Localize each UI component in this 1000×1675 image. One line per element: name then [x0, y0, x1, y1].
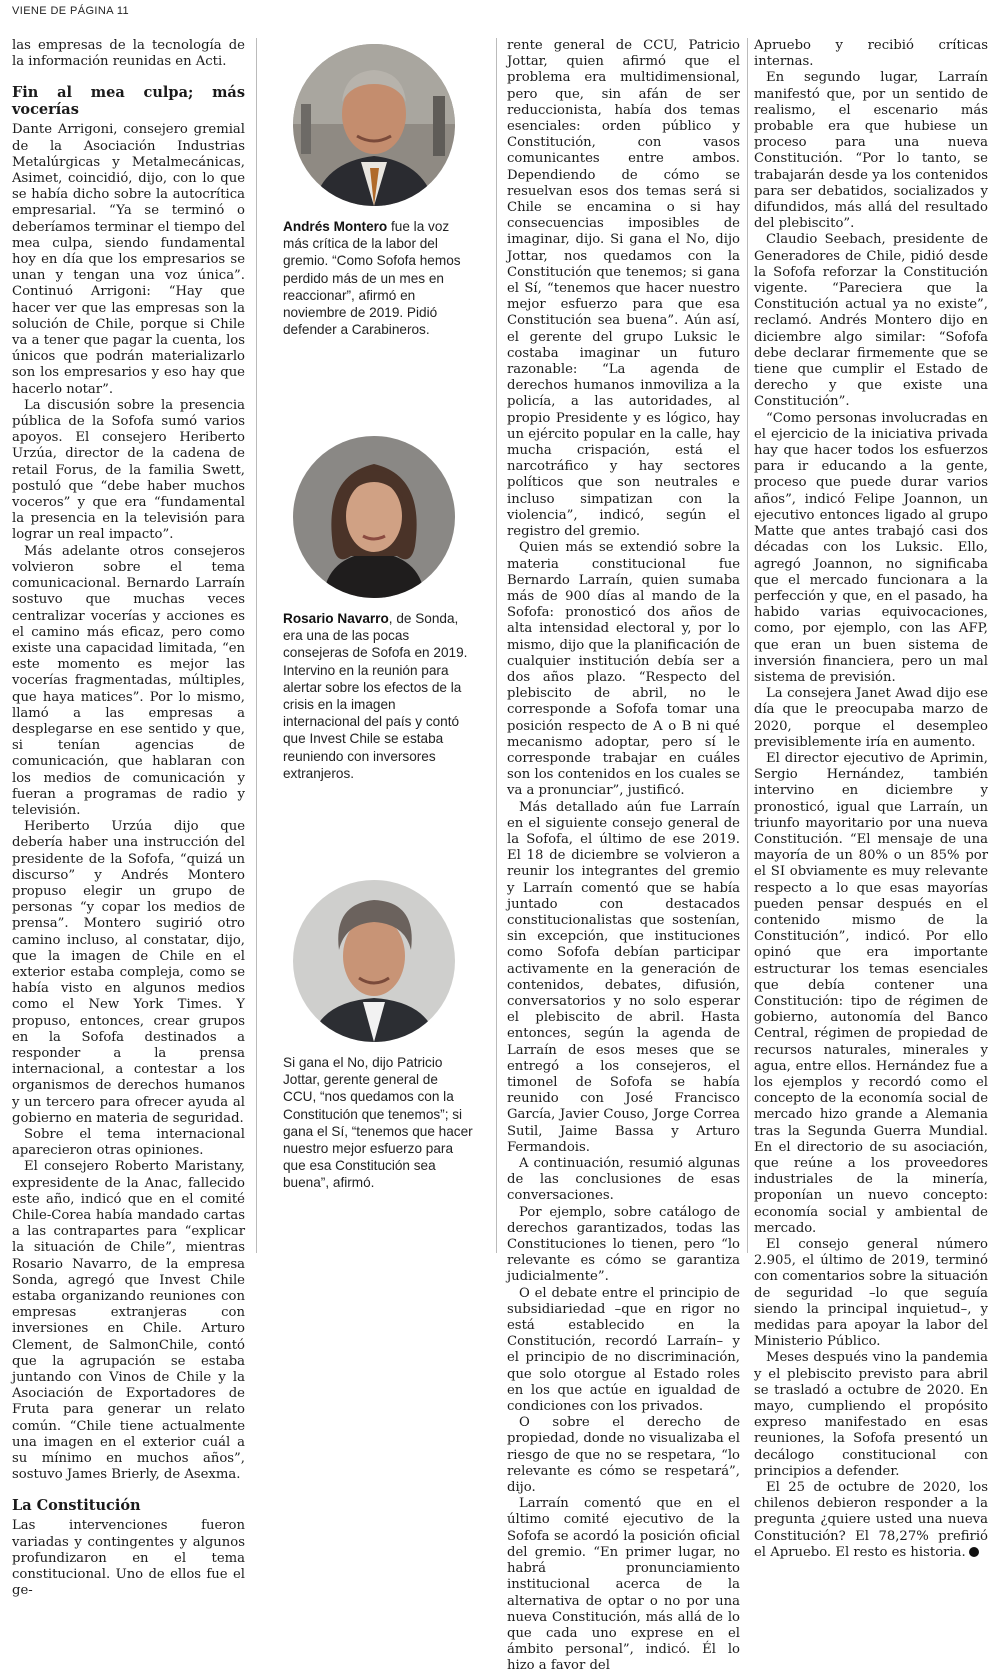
- photo-caption-3: [283, 880, 473, 1192]
- paragraph: Larraín comentó que en el último comité ejecutivo de la Sofofa se acordó la posición oficial del gremio. “En primer lugar, no habrá pronunciamiento institucional acerca de la alternativa de optar o no por una nueva Constitución, más allá de lo que cada uno exprese en el ámbito personal”, indicó. Él lo hizo a favor del: [507, 1496, 740, 1674]
- paragraph: rente general de CCU, Patricio Jottar, quien afirmó que el problema era multidimensional, pero que, sin afán de ser reduccionista, había dos temas esenciales: orden público y Constitución, con vasos comunicantes entre ambos. Dependiendo de cómo se resuelvan esos dos temas será si Chile se encamina o si hay consecuencias imposibles de imaginar, dijo. Si gana el No, dijo Jottar, nos quedamos con la Constitución que tenemos; si gana el Sí, “tenemos que hacer nuestro mejor esfuerzo para que esa Constitución sea buena”. Aún así, el gerente del grupo Luksic le costaba imaginar un futuro razonable: “La agenda de derechos humanos inmoviliza a la policía, a las autoridades, al propio Presidente y es lógico, hay un ejército popular en la calle, hay mucha crispación, está el narcotráfico y hay sectores políticos que son neutrales e incluso simpatizan con la violencia”, indicó, según el registro del gremio.: [507, 38, 740, 540]
- paragraph: Heriberto Urzúa dijo que debería haber una instrucción del presidente de la Sofofa, “quizá un discurso” y Andrés Montero propuso elegir un grupo de personas “y copar los medios de prensa”. Montero sugirió otro camino incluso, al constatar, dijo, que la imagen de Chile en el exterior estaba compleja, como se había visto en algunos medios como el New York Times. Y propuso, entonces, crear grupos en la Sofofa destinados a responder a la prensa internacional, a contestar a los organismos de derechos humanos y un tercero para ofrecer ayuda al gobierno en materia de seguridad.: [12, 819, 245, 1126]
- paragraph: El consejero Roberto Maristany, expresidente de la Anac, fallecido este año, indicó que en el comité Chile-Corea había mandado cartas a las contrapartes para “explicar la situación de Chile”, mientras Rosario Navarro, de la empresa Sonda, agregó que Invest Chile estaba organizando reuniones con empresas extranjeras con inversiones en Chile. Arturo Clement, de SalmonChile, contó que la agrupación se estaba juntando con Vinos de Chile y la Asociación de Exportadores de Fruta para generar un relato común. “Chile tiene actualmente una imagen en el exterior cuál a su mínimo en muchos años”, sostuvo James Brierly, de Asexma.: [12, 1159, 245, 1483]
- paragraph: En segundo lugar, Larraín manifestó que, por un sentido de realismo, el escenario más probable era que hubiese un proceso para una nueva Constitución. “Por lo tanto, se trabajarán desde ya los contenidos para ser debatidos, socializados y difundidos, más allá del resultado del plebiscito”.: [754, 70, 988, 232]
- photo-caption: [283, 610, 473, 782]
- caption-name: Andrés Montero: [283, 219, 388, 234]
- column-divider: [496, 38, 497, 1253]
- paragraph: las empresas de la tecnología de la información reunidas en Acti.: [12, 38, 245, 70]
- paragraph: Apruebo y recibió críticas internas.: [754, 38, 988, 70]
- paragraph: Meses después vino la pandemia y el plebiscito previsto para abril se trasladó a octubre de 2020. En mayo, cumpliendo el propósito expreso manifestado en esas reuniones, la Sofofa presentó un decálogo constitucional con principios a defender.: [754, 1350, 988, 1479]
- article-column-3: [507, 38, 740, 1675]
- paragraph: O sobre el derecho de propiedad, donde no visualizaba el riesgo de que no se respetara, “lo relevante es cómo se respetará”, dijo.: [507, 1415, 740, 1496]
- caption-text: , de Sonda, era una de las pocas consejeras de Sofofa en 2019. Intervino en la reunión para alertar sobre los efectos de la crisis en la imagen internacional del país y contó que Invest Chile se estaba reuniendo con inversores extranjeros.: [283, 611, 468, 781]
- paragraph: A continuación, resumió algunas de las conclusiones de esas conversaciones.: [507, 1156, 740, 1204]
- caption-text: fue la voz más crítica de la labor del gremio. “Como Sofofa hemos perdido más de un mes en reaccionar”, afirmó en noviembre de 2019. Pidió defender a Carabineros.: [283, 219, 461, 338]
- paragraph: [754, 1480, 988, 1561]
- paragraph: Las intervenciones fueron variadas y contingentes y algunos profundizaron en el tema constitucional. Uno de ellos fue el ge-: [12, 1518, 245, 1599]
- paragraph-text: El 25 de octubre de 2020, los chilenos debieron responder a la pregunta ¿quiere usted una nueva Constitución? El 78,27% prefirió el Apruebo. El resto es historia.: [754, 1480, 988, 1560]
- article-column-4: [754, 38, 988, 1561]
- photo-caption-2: [283, 436, 473, 782]
- paragraph: O el debate entre el principio de subsidiariedad –que en rigor no está establecido en la Constitución, recordó Larraín– y el principio de no discriminación, que solo otorgue al Estado roles en los que actúe en igualdad de condiciones con los privados.: [507, 1285, 740, 1415]
- paragraph: “Como personas involucradas en el ejercicio de la iniciativa privada hay que hacer todos los esfuerzos para ir educando a la gente, proceso que puede durar varios años”, indicó Felipe Joannon, un ejecutivo entonces ligado al grupo Matte que antes trabajó casi dos décadas con los Luksic. Ello, agregó Joannon, no significaba que el mercado funcionara a la perfección y que, en el pasado, ha habido varias equivocaciones, como, por ejemplo, con las AFP, que eran un buen sistema de inversión financiera, pero un mal sistema de previsión.: [754, 410, 988, 685]
- paragraph: Claudio Seebach, presidente de Generadores de Chile, pidió desde la Sofofa reforzar la Constitución vigente. “Pareciera que la Constitución actual ya no existe”, reclamó. Andrés Montero dijo en diciembre algo similar: “Sofofa debe declarar firmemente que se tiene que cumplir el Estado de derecho y que existe una Constitución”.: [754, 232, 988, 410]
- paragraph: La consejera Janet Awad dijo ese día que le preocupaba marzo de 2020, porque el desempleo previsiblemente iría en aumento.: [754, 686, 988, 750]
- paragraph: Dante Arrigoni, consejero gremial de la Asociación Industrias Metalúrgicas y Metalmecánicas, Asimet, coincidió, dijo, con lo que se había dicho sobre la autocrítica empresarial. “Ya se terminó o deberíamos terminar el tiempo del mea culpa, siendo fundamental hoy en día que los empresarios se unan y tengan una voz única”. Continuó Arrigoni: “Hay que hacer ver que las empresas son la solución de Chile, porque si Chile va a tener que pagar la cuenta, los únicos que podrán materializarlo son los empresarios y eso hay que hacerlo notar”.: [12, 122, 245, 397]
- paragraph: Más detallado aún fue Larraín en el siguiente consejo general de la Sofofa, el último de ese 2019. El 18 de diciembre se volvieron a reunir los integrantes del gremio y Larraín comentó que se había juntado con destacados constitucionalistas que sostenían, sin excepción, que instituciones como Sofofa debían participar activamente en la generación de contenidos, debates, difusión, conversatorios y no solo esperar el plebiscito de abril. Hasta entonces, según la agenda de Larraín de esos meses que se entregó a los consejeros, el timonel de Sofofa se había reunido con José Francisco García, Javier Couso, Jorge Correa Sutil, Jaime Bassa y Arturo Fermandois.: [507, 799, 740, 1155]
- portrait-photo-patricio-jottar: [293, 880, 455, 1042]
- column-divider: [747, 38, 748, 1253]
- paragraph: El director ejecutivo de Aprimin, Sergio Hernández, también intervino en diciembre y pronosticó, igual que Larraín, un triunfo mayoritario por una nueva Constitución. “El mensaje de una mayoría de un 80% o un 85% por el SI obviamente es muy relevante respecto a lo que esas mayorías pueden pensar después en el contenido mismo de la Constitución”, indicó. Por ello opinó que era importante estructurar los temas esenciales que debía contener una Constitución: tipo de régimen de gobierno, autonomía del Banco Central, régimen de propiedad de recursos naturales, minerales y agua, entre ellos. Hernández fue a los ejemplos y recordó como el concepto de la economía social de mercado hizo grande a Alemania tras la Segunda Guerra Mundial. En el directorio de su asociación, que reúne a los proveedores industriales de la minería, proponían un nuevo concepto: economía social y ambiental de mercado.: [754, 750, 988, 1236]
- paragraph: Sobre el tema internacional aparecieron otras opiniones.: [12, 1127, 245, 1159]
- article-column-1: [12, 38, 245, 1599]
- photo-caption: Si gana el No, dijo Patricio Jottar, gerente general de CCU, “nos quedamos con la Constitución que tenemos”; si gana el Sí, “tenemos que hacer nuestro mejor esfuerzo para que esa Constitución sea buena”, afirmó.: [283, 1055, 473, 1191]
- column-divider: [256, 38, 257, 1253]
- paragraph: Quien más se extendió sobre la materia constitucional fue Bernardo Larraín, quien sumaba más de 900 días al mando de la Sofofa: pronosticó dos años de alta intensidad electoral y, por lo mismo, dijo que la planificación de cualquier institución debía ser a dos años plazo. “Respecto del plebiscito de abril, no le corresponde a Sofofa tomar una posición respecto de A o B ni qué mecanismo adoptar, pero sí le corresponde trabajar en cuáles son los contenidos en los cuales se va a pronunciar”, justificó.: [507, 540, 740, 799]
- paragraph: Por ejemplo, sobre catálogo de derechos garantizados, todas las Constituciones lo tienen, pero “lo relevante es cómo se garantiza judicialmente”.: [507, 1204, 740, 1285]
- photo-caption-1: [283, 44, 473, 338]
- end-of-article-icon: [969, 1547, 979, 1557]
- page-jump-label: VIENE DE PÁGINA 11: [12, 5, 130, 17]
- caption-name: Rosario Navarro: [283, 611, 389, 626]
- paragraph: La discusión sobre la presencia pública de la Sofofa sumó varios apoyos. El consejero Heriberto Urzúa, director de la cadena de retail Forus, de la familia Swett, postuló que “debe haber muchos voceros” y que era “fundamental la presencia en la televisión para lograr un real impacto”.: [12, 397, 245, 543]
- portrait-photo-andres-montero: [293, 44, 455, 206]
- photo-caption: [283, 218, 473, 338]
- paragraph: El consejo general número 2.905, el último de 2019, terminó con comentarios sobre la situación de seguridad –lo que seguía siendo la principal inquietud–, y medidas para apoyar la labor del Ministerio Público.: [754, 1237, 988, 1350]
- subheading: Fin al mea culpa; más vocerías: [12, 84, 245, 119]
- portrait-photo-rosario-navarro: [293, 436, 455, 598]
- paragraph: Más adelante otros consejeros volvieron sobre el tema comunicacional. Bernardo Larraín sostuvo que muchas veces centralizar vocerías y acciones es el camino más eficaz, pero como existe una capacidad limitada, “en este momento es mejor las vocerías fragmentadas, múltiples, que haya matices”. Por lo mismo, llamó a las empresas a desplegarse en ese sentido y que, si tenían agencias de comunicación, que hablaran con los medios de comunicación y fueran a programas de radio y televisión.: [12, 543, 245, 818]
- subheading: La Constitución: [12, 1497, 141, 1515]
